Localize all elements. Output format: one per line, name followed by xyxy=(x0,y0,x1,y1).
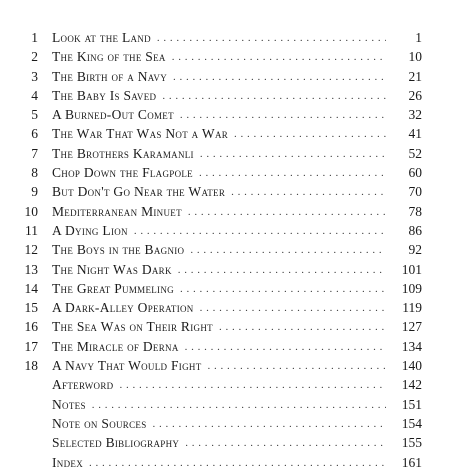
dot-leader xyxy=(200,297,386,318)
toc-entry[interactable] xyxy=(22,124,422,143)
dot-leader xyxy=(219,316,386,337)
toc-entry-number: 1 xyxy=(31,30,38,45)
dot-leader xyxy=(173,66,386,87)
dot-leader xyxy=(172,46,386,67)
toc-entry-title: The King of the Sea xyxy=(52,49,166,65)
toc-entry[interactable] xyxy=(22,144,422,163)
toc-entry-number: 12 xyxy=(24,242,38,258)
toc-entry-title: The Miracle of Derna xyxy=(52,338,179,354)
toc-entry[interactable] xyxy=(22,356,422,375)
toc-entry-title: The Birth of a Navy xyxy=(52,68,167,84)
dot-leader xyxy=(199,162,386,183)
toc-entry[interactable] xyxy=(22,279,422,298)
toc-entry[interactable] xyxy=(22,221,422,240)
toc-entry-title: The Night Was Dark xyxy=(52,261,172,277)
toc-entry-number: 3 xyxy=(31,68,38,84)
toc-entry[interactable] xyxy=(22,47,422,66)
toc-entry-page-number: 109 xyxy=(401,280,422,296)
dot-leader xyxy=(153,413,386,434)
toc-entry-page-number: 142 xyxy=(401,377,422,393)
toc-entry[interactable] xyxy=(22,260,422,279)
toc-entry-page-number: 70 xyxy=(408,184,422,200)
toc-entry-title: The Sea Was on Their Right xyxy=(52,319,213,335)
toc-entry[interactable] xyxy=(22,317,422,336)
toc-entry-number: 5 xyxy=(31,107,38,123)
toc-entry-title: Notes xyxy=(52,396,86,412)
toc-entry-number: 6 xyxy=(31,126,38,142)
toc-entry-number: 16 xyxy=(24,319,38,335)
toc-entry-number: 9 xyxy=(31,184,38,200)
toc-entry-title: Selected Bibliography xyxy=(52,435,180,451)
toc-entry-number: 7 xyxy=(31,145,38,161)
toc-entry-title: But Don't Go Near the Water xyxy=(52,184,226,200)
dot-leader xyxy=(200,143,386,164)
toc-entry-title: The Brothers Karamanli xyxy=(52,145,194,161)
toc-entry[interactable] xyxy=(22,163,422,182)
toc-entry-page-number: 1 xyxy=(415,30,422,45)
toc-entry[interactable] xyxy=(22,202,422,221)
dot-leader xyxy=(162,85,386,106)
toc-entry-page-number: 86 xyxy=(408,222,422,238)
toc-entry[interactable] xyxy=(22,105,422,124)
dot-leader xyxy=(208,355,387,376)
dot-leader xyxy=(190,239,386,260)
toc-entry-page-number: 119 xyxy=(402,300,422,316)
toc-entry-title: The War That Was Not a War xyxy=(52,126,229,142)
toc-entry-page-number: 92 xyxy=(408,242,422,258)
toc-entry-page-number: 10 xyxy=(408,49,422,65)
toc-entry-page-number: 134 xyxy=(401,338,422,354)
toc-entry-number: 4 xyxy=(31,87,38,103)
toc-entry[interactable] xyxy=(22,86,422,105)
dot-leader xyxy=(119,374,386,395)
toc-entry[interactable] xyxy=(22,182,422,201)
toc-entry-page-number: 154 xyxy=(401,415,422,431)
toc-entry-title: The Baby Is Saved xyxy=(52,87,157,103)
toc-entry-number: 13 xyxy=(24,261,38,277)
toc-entry-page-number: 127 xyxy=(401,319,422,335)
dot-leader xyxy=(157,27,386,48)
toc-entry-title: The Great Pummeling xyxy=(52,280,174,296)
dot-leader xyxy=(134,220,386,241)
dot-leader xyxy=(185,432,386,453)
toc-entry[interactable] xyxy=(22,337,422,356)
toc-entry-page-number: 60 xyxy=(408,165,422,181)
toc-entry-number: 10 xyxy=(24,203,38,219)
toc-entry[interactable] xyxy=(22,28,422,47)
toc-entry-page-number: 140 xyxy=(401,358,422,374)
toc-entry-title: A Navy That Would Fight xyxy=(52,358,202,374)
toc-entry[interactable] xyxy=(22,433,422,452)
toc-entry-page-number: 21 xyxy=(408,68,422,84)
toc-entry-title: Mediterranean Minuet xyxy=(52,203,182,219)
toc-entry[interactable] xyxy=(22,298,422,317)
toc-entry-page-number: 32 xyxy=(408,107,422,123)
toc-entry-title: Look at the Land xyxy=(52,30,151,45)
toc-entry-title: A Dying Lion xyxy=(52,222,128,238)
toc-entry[interactable] xyxy=(22,414,422,433)
toc-entry-number: 15 xyxy=(24,300,38,316)
toc-entry-page-number: 161 xyxy=(401,454,422,470)
toc-entry[interactable] xyxy=(22,240,422,259)
toc-entry[interactable] xyxy=(22,395,422,414)
dot-leader xyxy=(188,201,386,222)
toc-entry-page-number: 41 xyxy=(408,126,422,142)
toc-entry-page-number: 101 xyxy=(401,261,422,277)
toc-entry-page-number: 78 xyxy=(408,203,422,219)
dot-leader xyxy=(178,259,386,280)
dot-leader xyxy=(185,336,386,357)
dot-leader xyxy=(180,278,386,299)
toc-entry-page-number: 155 xyxy=(401,435,422,451)
toc-entry-page-number: 52 xyxy=(408,145,422,161)
toc-entry-page-number: 26 xyxy=(408,87,422,103)
toc-entry-title: Afterword xyxy=(52,377,114,393)
dot-leader xyxy=(92,394,386,415)
toc-entry-title: The Boys in the Bagnio xyxy=(52,242,185,258)
toc-entry-number: 17 xyxy=(24,338,38,354)
toc-entry-title: Index xyxy=(52,454,83,470)
toc-entry-number: 18 xyxy=(24,358,38,374)
toc-entry-number: 14 xyxy=(24,280,38,296)
table-of-contents xyxy=(22,28,422,472)
toc-entry-title: Chop Down the Flagpole xyxy=(52,165,193,181)
toc-entry-title: Note on Sources xyxy=(52,415,147,431)
toc-entry-number: 11 xyxy=(25,222,38,238)
toc-entry-number: 8 xyxy=(31,165,38,181)
toc-entry[interactable] xyxy=(22,375,422,394)
toc-entry[interactable] xyxy=(22,67,422,86)
dot-leader xyxy=(180,104,386,125)
toc-entry-title: A Burned-Out Comet xyxy=(52,107,174,123)
toc-entry-title: A Dark-Alley Operation xyxy=(52,300,194,316)
dot-leader xyxy=(234,123,386,144)
toc-entry-number: 2 xyxy=(31,49,38,65)
toc-entry-page-number: 151 xyxy=(401,396,422,412)
dot-leader xyxy=(231,181,386,202)
dot-leader xyxy=(89,452,386,473)
